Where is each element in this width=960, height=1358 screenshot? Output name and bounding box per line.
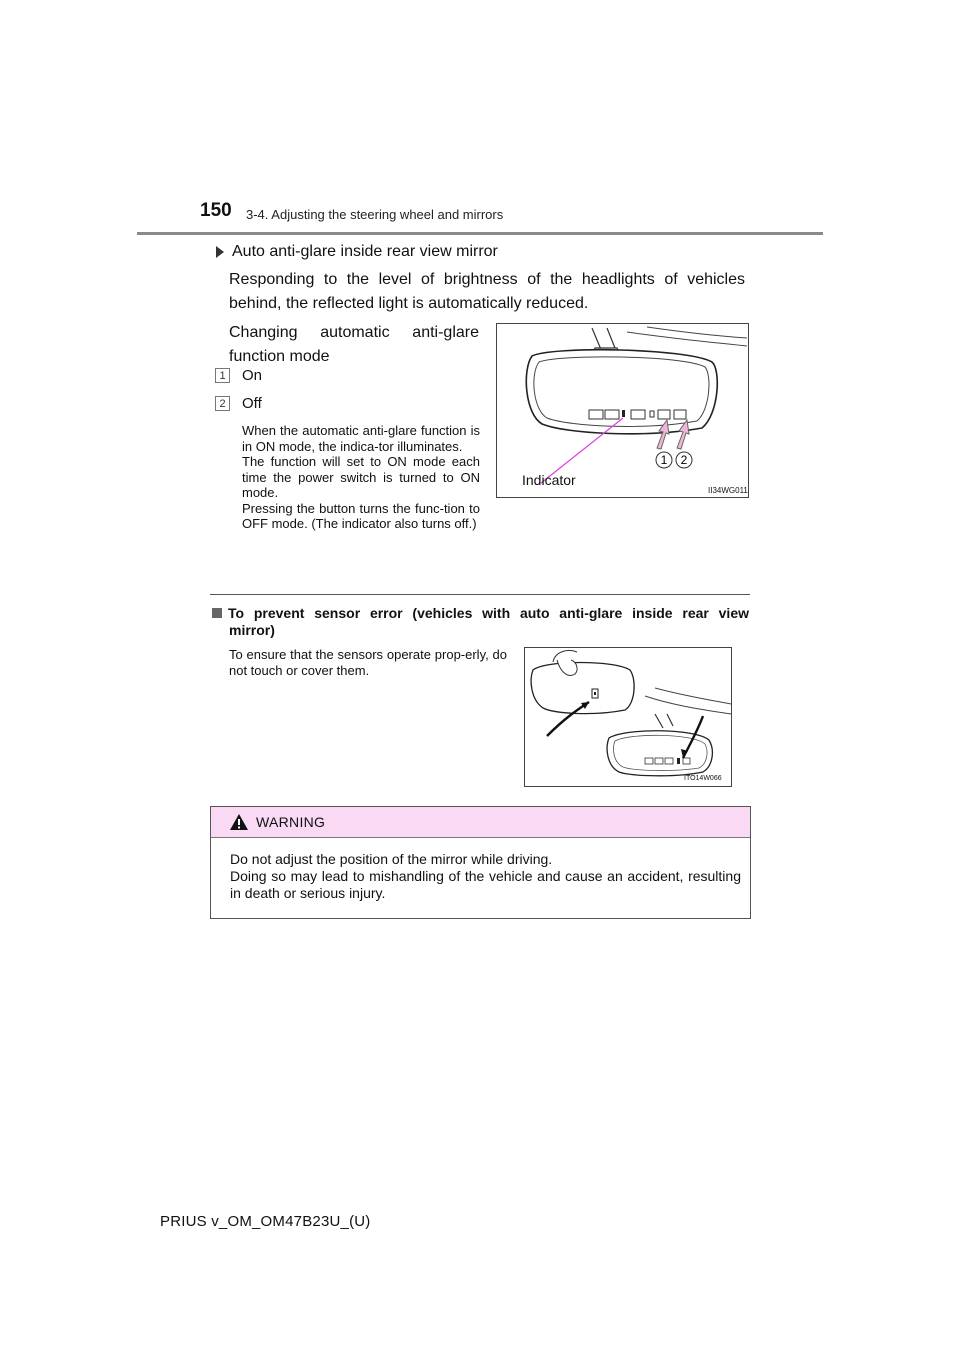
section-divider	[210, 594, 750, 595]
indicator-label: Indicator	[522, 472, 576, 488]
item-label-on: On	[242, 367, 263, 384]
warning-line: Do not adjust the position of the mirror while driving.	[230, 851, 553, 867]
sensor-heading-line1: To prevent sensor error (vehicles with auto anti-glare inside rear view	[228, 605, 749, 621]
square-bullet-icon	[212, 608, 222, 618]
section-title: 3-4. Adjusting the steering wheel and mirrors	[246, 207, 504, 222]
warning-title: WARNING	[256, 814, 326, 830]
footer-doc-code: PRIUS v_OM_OM47B23U_(U)	[160, 1213, 371, 1230]
header-divider	[137, 232, 823, 235]
figure1-code: II34WG011	[708, 486, 748, 495]
note-line: The function will set to ON mode each time the power switch is turned to ON mode.	[242, 454, 480, 500]
sensor-text: To ensure that the sensors operate prop-erly, do not touch or cover them.	[229, 647, 507, 678]
triangle-bullet-icon	[216, 246, 224, 258]
warning-triangle-icon	[229, 813, 249, 831]
sensor-heading	[212, 605, 750, 639]
item-number-1: 1	[215, 368, 230, 383]
changing-mode-text: Changing automatic anti-glare function mode	[229, 324, 479, 365]
item-label-off: Off	[242, 395, 262, 412]
item-number-2: 2	[215, 396, 230, 411]
page-number: 150	[200, 200, 232, 221]
callout-1-label: 1	[660, 453, 668, 467]
antiglare-heading-text: Auto anti-glare inside rear view mirror	[232, 243, 498, 260]
warning-text	[230, 851, 741, 902]
note-line: When the automatic anti-glare function is in ON mode, the indica-tor illuminates.	[242, 423, 480, 454]
note-line: Pressing the button turns the func-tion to OFF mode. (The indicator also turns off.)	[242, 500, 480, 531]
sensor-heading-line2: mirror)	[229, 622, 275, 638]
warning-header	[211, 807, 750, 838]
callout-2-label: 2	[680, 453, 688, 467]
warning-box	[210, 806, 751, 919]
sensor-figure	[524, 647, 732, 787]
sensor-illustration	[525, 648, 733, 788]
figure2-code: ITO14W066	[684, 775, 722, 782]
warning-line: Doing so may lead to mishandling of the vehicle and cause an accident, resulting in death or serious injury.	[230, 868, 741, 901]
antiglare-intro: Responding to the level of brightness of the headlights of vehicles behind, the reflected light is automatically reduced.	[229, 271, 745, 312]
antiglare-heading	[212, 243, 498, 261]
antiglare-notes	[242, 423, 480, 532]
